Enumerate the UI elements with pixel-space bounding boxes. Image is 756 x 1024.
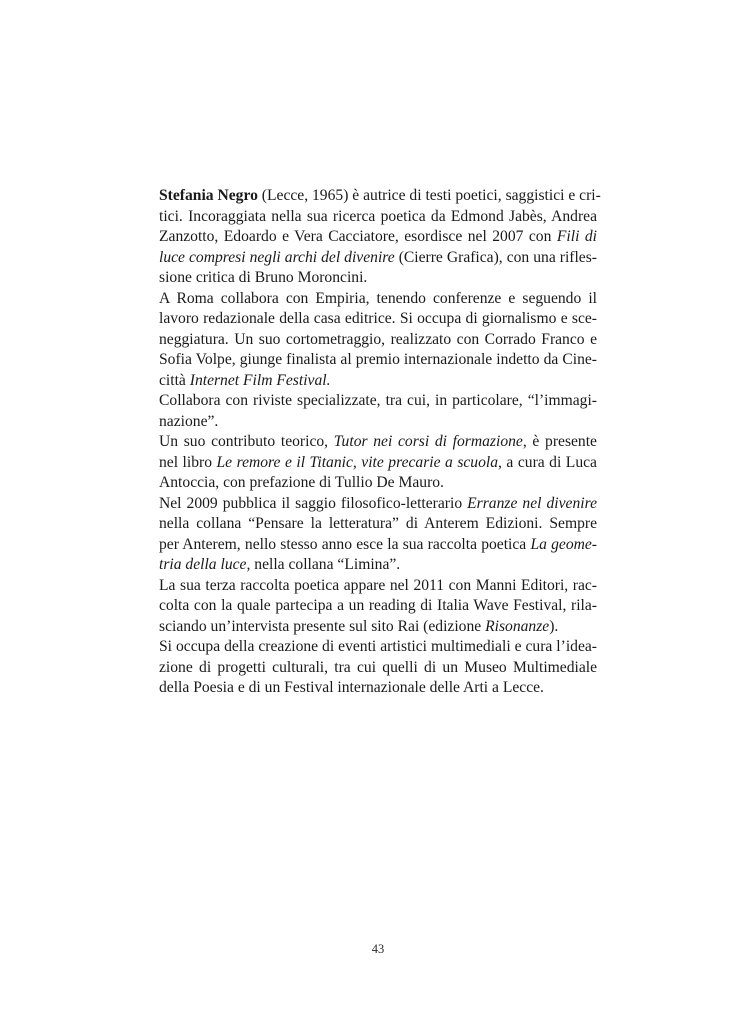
text-line [159, 350, 597, 371]
text-line [159, 535, 597, 556]
italic-title: Internet Film Festival. [189, 371, 331, 389]
italic-title: Fili di [556, 228, 597, 245]
text-span: nazione”. [159, 412, 219, 430]
text-line [159, 268, 597, 289]
text-line [159, 678, 597, 699]
text-span: Collabora con riviste specializzate, tra cui, in particolare, “l’immagi- [159, 392, 597, 409]
text-span: (Lecce, 1965) è autrice di testi poetici, saggistici e cri- [257, 187, 601, 204]
text-span: ). [549, 617, 559, 635]
text-line [159, 186, 601, 207]
text-line [159, 330, 597, 351]
text-span: neggiatura. Un suo cortometraggio, realizzato con Corrado Franco e [159, 330, 597, 348]
italic-title: Tutor nei corsi di formazione [333, 433, 523, 450]
italic-title: tria della luce, [159, 556, 251, 573]
text-line [159, 473, 597, 494]
text-line [159, 596, 597, 617]
text-line [159, 494, 597, 515]
text-span: per Anterem, nello stesso anno esce la sua raccolta poetica [159, 535, 531, 553]
text-span: Nel 2009 pubblica il saggio filosofico-letterario [159, 494, 468, 512]
text-line [159, 207, 597, 228]
text-span: nella collana “Limina”. [250, 556, 401, 573]
text-span: (Cierre Grafica), con una rifles- [394, 248, 597, 266]
text-line [159, 371, 597, 392]
text-span: , a cura di Luca [498, 453, 597, 471]
text-line [159, 637, 597, 658]
author-name: Stefania Negro [159, 187, 258, 204]
italic-title: Le remore e il Titanic, vite precarie a scuola [216, 453, 499, 471]
text-line [159, 248, 597, 269]
text-span: La sua terza raccolta poetica appare nel 2011 con Manni Editori, rac- [159, 576, 597, 594]
text-span: Sofia Volpe, giunge finalista al premio internazionale indetto da Cine- [159, 351, 597, 368]
text-span: A Roma collabora con Empiria, tenendo conferenze e seguendo il [159, 289, 597, 307]
text-line [159, 453, 597, 474]
text-line [159, 289, 597, 310]
text-line [159, 432, 597, 453]
text-span: sione critica di Bruno Moroncini. [159, 269, 368, 286]
text-span: colta con la quale partecipa a un reading di Italia Wave Festival, rila- [159, 597, 597, 614]
text-line [159, 391, 597, 412]
text-span: tici. Incoraggiata nella sua ricerca poetica da Edmond Jabès, Andrea [159, 207, 597, 225]
text-span: zione di progetti culturali, tra cui quelli di un Museo Multimediale [159, 658, 597, 676]
text-span: della Poesia e di un Festival internazionale delle Arti a Lecce. [159, 679, 544, 696]
text-line [159, 514, 597, 535]
text-line [159, 576, 597, 597]
text-line [159, 555, 597, 576]
text-line [159, 412, 597, 433]
italic-title: luce compresi negli archi del divenire [159, 248, 395, 266]
text-line [159, 227, 597, 248]
text-span: , è presente [522, 433, 597, 450]
page-number: 43 [371, 942, 385, 956]
biography-text [159, 186, 601, 699]
text-span: Zanzotto, Edoardo e Vera Cacciatore, esordisce nel 2007 con [159, 228, 557, 245]
text-span: sciando un’intervista presente sul sito Rai (edizione [159, 617, 486, 635]
text-span: lavoro redazionale della casa editrice. Si occupa di giornalismo e sce- [159, 310, 597, 327]
italic-title: Erranze nel divenire [467, 494, 597, 512]
text-line [159, 617, 597, 638]
text-span: città [159, 371, 190, 389]
text-span: nella collana “Pensare la letteratura” di Anterem Edizioni. Sempre [159, 515, 597, 532]
italic-title: La geome- [530, 535, 597, 553]
italic-title: Risonanze [485, 617, 550, 635]
text-span: Un suo contributo teorico, [159, 433, 334, 450]
text-span: Si occupa della creazione di eventi artistici multimediali e cura l’idea- [159, 638, 597, 655]
text-line [159, 658, 597, 679]
text-line [159, 309, 597, 330]
text-span: nel libro [159, 453, 217, 471]
text-span: Antoccia, con prefazione di Tullio De Mauro. [159, 474, 444, 491]
